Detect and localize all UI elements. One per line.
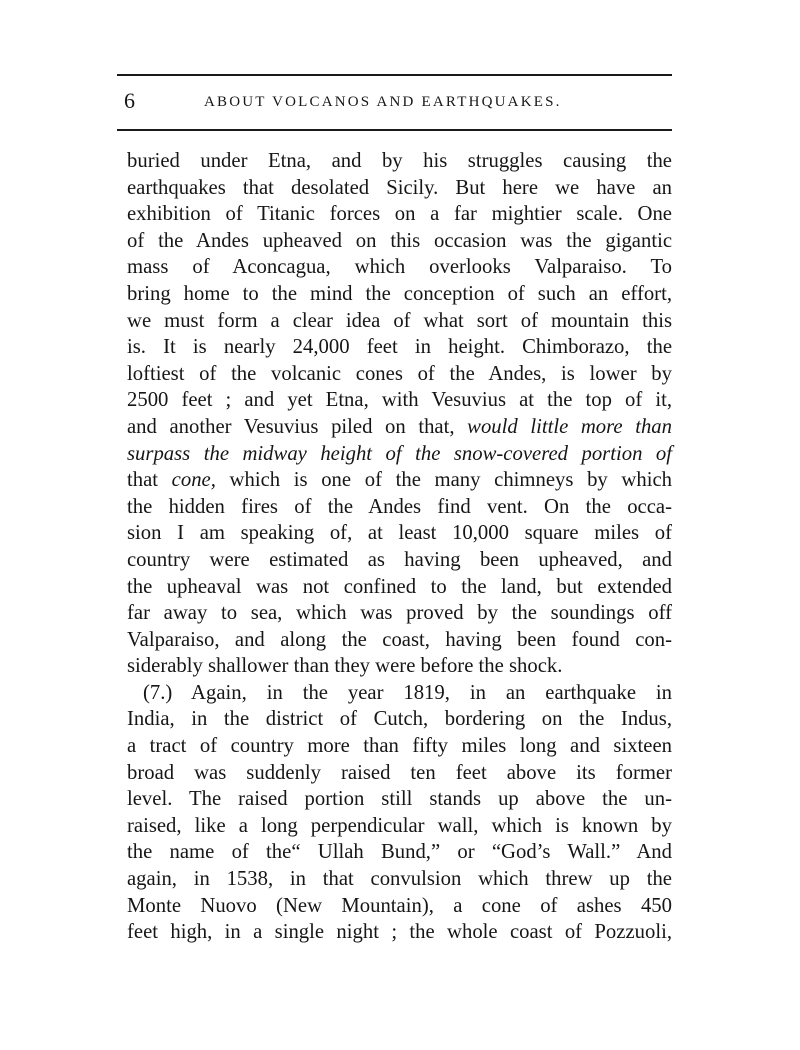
text-line: [127, 308, 672, 335]
text-line: [127, 520, 672, 547]
header-rule-bottom: [117, 129, 672, 131]
text-segment: Monte Nuovo (New Mountain), a cone of ashes 450: [127, 894, 672, 917]
text-segment: the upheaval was not confined to the land, but extended: [127, 575, 672, 598]
text-segment: loftiest of the volcanic cones of the Andes, is lower by: [127, 362, 672, 385]
text-line: [127, 467, 672, 494]
text-line: [127, 866, 672, 893]
text-segment: again, in 1538, in that convulsion which threw up the: [127, 868, 672, 891]
text-line: [127, 254, 672, 281]
text-line: [127, 733, 672, 760]
header-rule-top: [117, 74, 672, 76]
text-line: [127, 414, 672, 441]
italic-text-segment: surpass the midway height of the snow-covered portion of: [127, 442, 672, 465]
text-segment: a tract of country more than fifty miles long and sixteen: [127, 735, 672, 758]
text-segment: India, in the district of Cutch, bordering on the Indus,: [127, 708, 672, 731]
text-segment: exhibition of Titanic forces on a far mightier scale. One: [127, 203, 672, 226]
text-line: [127, 919, 672, 946]
text-line: [127, 786, 672, 813]
text-segment: earthquakes that desolated Sicily. But here we have an: [127, 176, 672, 199]
text-line: [127, 361, 672, 388]
italic-text-segment: cone,: [171, 469, 216, 492]
page-number: 6: [124, 88, 135, 113]
body-text: [127, 148, 672, 946]
text-line: [127, 228, 672, 255]
running-header: [124, 86, 672, 116]
text-line: [127, 653, 672, 680]
text-line: [127, 600, 672, 627]
text-line: [127, 494, 672, 521]
text-segment: far away to sea, which was proved by the soundings off: [127, 602, 672, 625]
text-line: [127, 201, 672, 228]
text-segment: feet high, in a single night ; the whole coast of Pozzuoli,: [127, 921, 672, 944]
text-line: [127, 334, 672, 361]
italic-text-segment: would little more than: [467, 415, 672, 438]
text-segment: 2500 feet ; and yet Etna, with Vesuvius at the top of it,: [127, 389, 672, 412]
text-segment: raised, like a long perpendicular wall, which is known by: [127, 814, 672, 837]
text-segment: (7.) Again, in the year 1819, in an earthquake in: [143, 681, 672, 704]
text-line: [127, 441, 672, 468]
text-segment: we must form a clear idea of what sort of mountain this: [127, 309, 672, 332]
text-line: [127, 813, 672, 840]
text-segment: is. It is nearly 24,000 feet in height. Chimborazo, the: [127, 336, 672, 359]
text-segment: country were estimated as having been upheaved, and: [127, 548, 672, 571]
text-segment: buried under Etna, and by his struggles causing the: [127, 150, 672, 172]
text-segment: which is one of the many chimneys by which: [215, 469, 672, 492]
text-line: [127, 627, 672, 654]
text-segment: mass of Aconcagua, which overlooks Valparaiso. To: [127, 256, 672, 279]
text-segment: the name of the“ Ullah Bund,” or “God’s Wall.” And: [127, 841, 672, 864]
text-segment: and another Vesuvius piled on that,: [127, 415, 468, 438]
text-line: [127, 547, 672, 574]
text-segment: broad was suddenly raised ten feet above its former: [127, 761, 672, 784]
text-line: [127, 281, 672, 308]
text-line: [127, 148, 672, 175]
text-segment: level. The raised portion still stands up above the un-: [127, 788, 672, 811]
text-segment: bring home to the mind the conception of such an effort,: [127, 282, 672, 305]
text-line: [127, 839, 672, 866]
text-line: [127, 387, 672, 414]
text-line: [127, 680, 672, 707]
text-line: [127, 574, 672, 601]
running-head-title: ABOUT VOLCANOS AND EARTHQUAKES.: [204, 94, 562, 110]
text-line: [127, 706, 672, 733]
text-line: [127, 175, 672, 202]
text-segment: sion I am speaking of, at least 10,000 square miles of: [127, 522, 672, 545]
text-segment: the hidden fires of the Andes find vent. On the occa-: [127, 495, 672, 518]
text-segment: siderably shallower than they were before the shock.: [127, 655, 563, 678]
text-segment: Valparaiso, and along the coast, having been found con-: [127, 628, 672, 651]
text-segment: that: [127, 469, 172, 492]
text-segment: of the Andes upheaved on this occasion was the gigantic: [127, 229, 672, 252]
text-line: [127, 893, 672, 920]
text-line: [127, 760, 672, 787]
